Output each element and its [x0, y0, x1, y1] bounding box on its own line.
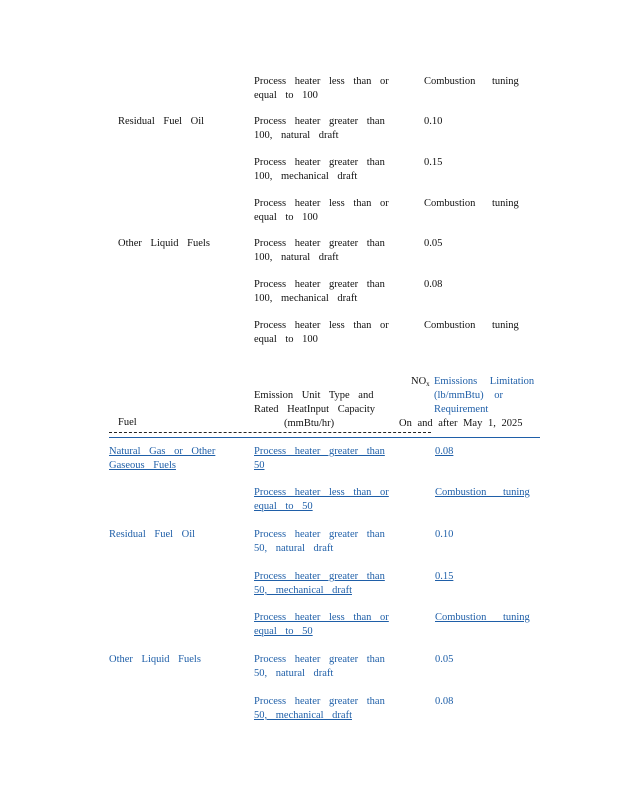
unit-type-line: Process heater less than or [254, 320, 389, 331]
header-unit-type: Rated HeatInput Capacity [254, 404, 376, 415]
unit-type-line: 50, mechanical draft [254, 585, 352, 596]
unit-type-line: 100, mechanical draft [254, 171, 358, 182]
emission-limit: Combustion tuning [435, 487, 530, 498]
header-nox [411, 375, 430, 389]
emission-limit: Combustion tuning [424, 76, 519, 87]
unit-type-line: 50, mechanical draft [254, 710, 352, 721]
emission-limit: 0.10 [435, 529, 454, 540]
emission-limit: Combustion tuning [424, 320, 519, 331]
emission-limit: 0.15 [435, 571, 454, 582]
emission-limit: 0.05 [424, 238, 443, 249]
header-fuel: Fuel [118, 417, 137, 428]
header-limit-date: On and after May 1, 2025 [399, 418, 523, 429]
unit-type-line: 50, natural draft [254, 668, 334, 679]
fuel-label: Other Liquid Fuels [118, 238, 210, 249]
unit-type-line: Process heater greater than [254, 157, 385, 168]
unit-type-line: equal to 100 [254, 212, 318, 223]
emission-limit: 0.10 [424, 116, 443, 127]
fuel-label: Gaseous Fuels [109, 460, 176, 471]
unit-type-line: Process heater less than or [254, 612, 389, 623]
emission-limit: 0.08 [435, 446, 454, 457]
header-unit-type: (mmBtu/hr) [284, 418, 335, 429]
emission-limit: 0.08 [424, 279, 443, 290]
fuel-label: Residual Fuel Oil [109, 529, 196, 540]
unit-type-line: Process heater greater than [254, 446, 385, 457]
header-unit-type: Emission Unit Type and [254, 390, 374, 401]
unit-type-line: Process heater greater than [254, 116, 385, 127]
unit-type-line: 50 [254, 460, 265, 471]
unit-type-line: 100, mechanical draft [254, 293, 358, 304]
unit-type-line: 100, natural draft [254, 252, 339, 263]
unit-type-line: Process heater less than or [254, 198, 389, 209]
header-nox-prefix: NO [411, 376, 427, 387]
header-limit: (lb/mmBtu) or [434, 390, 503, 401]
unit-type-line: 50, natural draft [254, 543, 334, 554]
unit-type-line: Process heater greater than [254, 696, 385, 707]
unit-type-line: 100, natural draft [254, 130, 339, 141]
unit-type-line: Process heater greater than [254, 238, 385, 249]
header-limit: Requirement [434, 404, 489, 415]
header-limit: Emissions Limitation [434, 376, 535, 387]
unit-type-line: Process heater greater than [254, 654, 385, 665]
emission-limit: Combustion tuning [435, 612, 530, 623]
unit-type-line: equal to 100 [254, 334, 318, 345]
header-rule-black [109, 432, 431, 433]
fuel-label: Natural Gas or Other [109, 446, 216, 457]
unit-type-line: Process heater less than or [254, 76, 389, 87]
unit-type-line: equal to 50 [254, 626, 313, 637]
header-rule-blue [109, 437, 540, 438]
header-nox-subscript: x [426, 380, 430, 388]
unit-type-line: Process heater greater than [254, 571, 385, 582]
emission-limit: 0.08 [435, 696, 454, 707]
unit-type-line: equal to 100 [254, 90, 318, 101]
unit-type-line: equal to 50 [254, 501, 313, 512]
unit-type-line: Process heater greater than [254, 529, 385, 540]
fuel-label: Other Liquid Fuels [109, 654, 201, 665]
emission-limit: 0.15 [424, 157, 443, 168]
emission-limit: 0.05 [435, 654, 454, 665]
unit-type-line: Process heater greater than [254, 279, 385, 290]
unit-type-line: Process heater less than or [254, 487, 389, 498]
fuel-label: Residual Fuel Oil [118, 116, 205, 127]
emission-limit: Combustion tuning [424, 198, 519, 209]
